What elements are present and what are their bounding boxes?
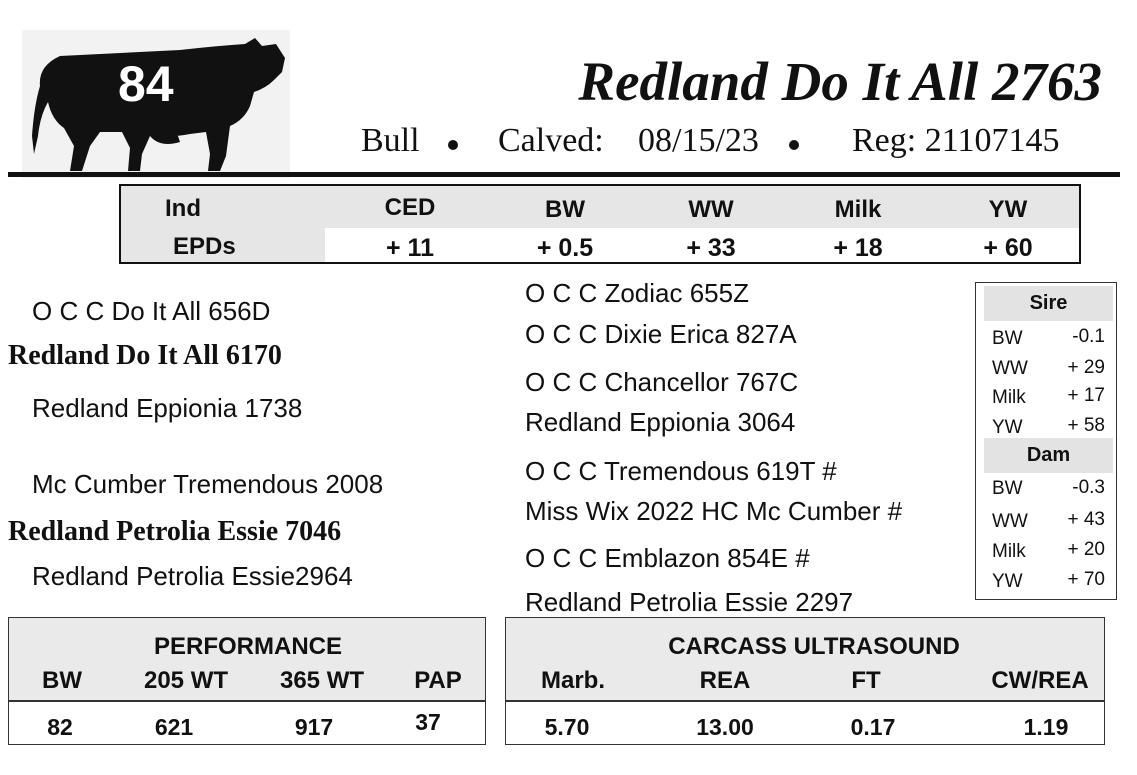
epd-value-ced: + 11 <box>386 234 434 262</box>
performance-header-pap: PAP <box>414 667 462 694</box>
epd-header-ced: CED <box>384 194 436 221</box>
sire-epd-label: Milk <box>992 387 1026 408</box>
dam-epd-label: YW <box>992 571 1023 592</box>
pedigree-dam-dam: Redland Petrolia Essie2964 <box>32 561 353 591</box>
epd-row-label-top: Ind <box>165 195 201 222</box>
dam-epd-value: + 20 <box>1067 539 1105 560</box>
dam-epd-label: BW <box>992 478 1023 499</box>
performance-value-205wt: 621 <box>154 714 194 740</box>
dam-epd-title: Dam <box>984 438 1113 473</box>
epd-header-yw: YW <box>988 196 1028 223</box>
dam-epd-value: + 70 <box>1067 569 1105 590</box>
ancestor-4: Redland Eppionia 3064 <box>525 407 796 437</box>
epd-value-milk: + 18 <box>833 234 883 262</box>
epd-value-bw: + 0.5 <box>536 234 594 262</box>
ancestor-3: O C C Chancellor 767C <box>525 367 799 397</box>
carcass-header-cwrea: CW/REA <box>991 667 1089 694</box>
epd-header-milk: Milk <box>834 196 882 223</box>
carcass-divider <box>506 700 1104 702</box>
performance-header-205wt: 205 WT <box>143 667 229 694</box>
ancestor-5: O C C Tremendous 619T # <box>525 456 837 486</box>
epd-header-bw: BW <box>545 196 585 223</box>
header-rule <box>8 172 1120 177</box>
ancestor-7: O C C Emblazon 854E # <box>525 543 810 573</box>
carcass-value-rea: 13.00 <box>696 714 754 740</box>
carcass-value-marb: 5.70 <box>544 714 590 740</box>
performance-divider <box>9 700 485 702</box>
calved-date: 08/15/23 <box>638 122 759 159</box>
epd-header-ww: WW <box>688 196 734 223</box>
ancestor-8: Redland Petrolia Essie 2297 <box>525 587 854 617</box>
dam-epd-value: + 43 <box>1067 509 1105 530</box>
performance-header-365wt: 365 WT <box>279 667 365 694</box>
animal-name: Redland Do It All 2763 <box>578 51 1102 112</box>
pedigree-sire-dam: Redland Eppionia 1738 <box>32 393 303 423</box>
performance-title: PERFORMANCE <box>153 633 342 660</box>
lot-number: 84 <box>118 56 174 112</box>
performance-header-bw: BW <box>42 667 82 694</box>
sire-epd-label: WW <box>992 358 1028 379</box>
epd-value-yw: + 60 <box>983 234 1033 262</box>
carcass-value-ft: 0.17 <box>850 714 896 740</box>
carcass-header-ft: FT <box>851 667 881 694</box>
separator-dot <box>448 140 458 150</box>
performance-value-bw: 82 <box>47 714 73 740</box>
sire-epd-value: + 17 <box>1067 385 1105 406</box>
sire-epd-value: + 29 <box>1067 357 1105 378</box>
dam-epd-label: Milk <box>992 541 1026 562</box>
carcass-title: CARCASS ULTRASOUND <box>668 633 960 660</box>
sire-epd-title: Sire <box>984 286 1113 321</box>
carcass-value-cwrea: 1.19 <box>1023 714 1069 740</box>
performance-value-pap: 37 <box>415 709 441 735</box>
ancestor-2: O C C Dixie Erica 827A <box>525 319 797 349</box>
ancestor-6: Miss Wix 2022 HC Mc Cumber # <box>525 496 903 526</box>
registration-number: Reg: 21107145 <box>852 122 1060 159</box>
sire-epd-label: YW <box>992 417 1023 438</box>
sire-epd-value: + 58 <box>1067 415 1105 436</box>
pedigree-dam-sire: Mc Cumber Tremendous 2008 <box>32 469 384 499</box>
sire-epd-label: BW <box>992 328 1023 349</box>
pedigree-dam: Redland Petrolia Essie 7046 <box>8 516 342 547</box>
ancestor-1: O C C Zodiac 655Z <box>525 278 749 308</box>
carcass-header-marb: Marb. <box>540 667 605 694</box>
carcass-header-rea: REA <box>699 667 751 694</box>
separator-dot <box>789 140 799 150</box>
epd-value-ww: + 33 <box>686 234 736 262</box>
pedigree-sire: Redland Do It All 6170 <box>8 340 282 371</box>
performance-value-365wt: 917 <box>294 714 334 740</box>
dam-epd-label: WW <box>992 511 1028 532</box>
sex: Bull <box>361 122 420 159</box>
sire-epd-value: -0.1 <box>1072 326 1105 347</box>
calved-label: Calved: <box>498 122 604 159</box>
epd-row-label-bottom: EPDs <box>173 233 236 260</box>
pedigree-sire-sire: O C C Do It All 656D <box>32 296 271 326</box>
dam-epd-value: -0.3 <box>1072 477 1105 498</box>
